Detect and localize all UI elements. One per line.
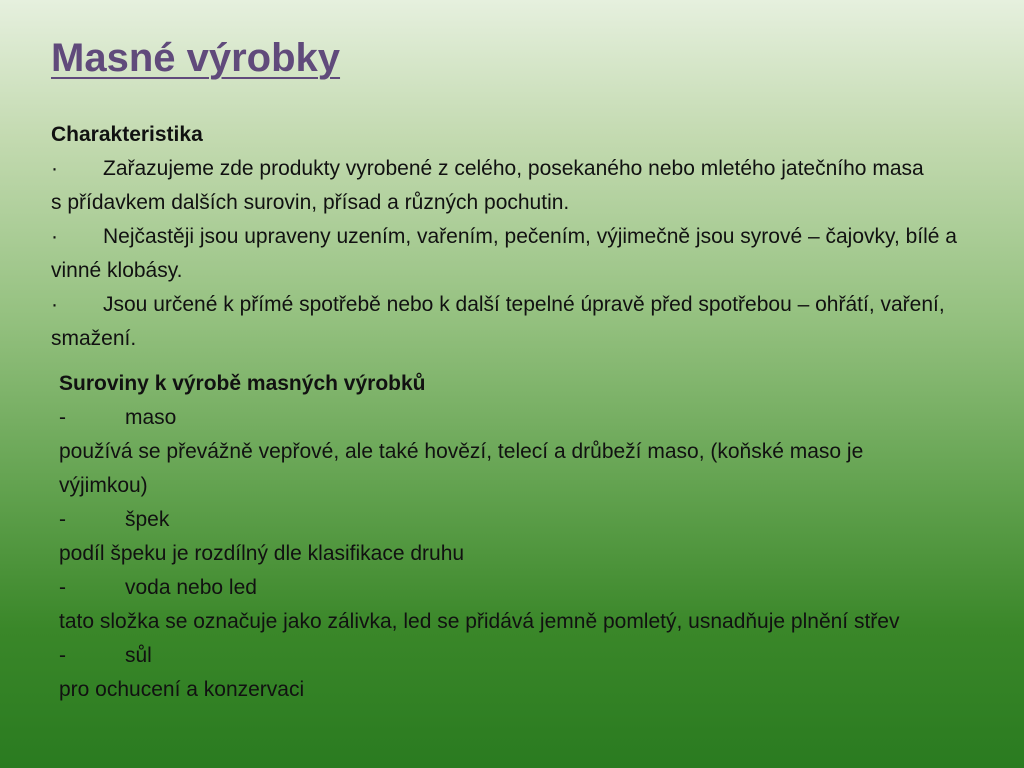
- dash-marker: -: [59, 508, 66, 531]
- ingredient-name-text: voda nebo led: [125, 576, 257, 599]
- bullet-marker: ·: [51, 225, 58, 248]
- ingredient-description: tato složka se označuje jako zálivka, led se přidává jemně pomletý, usnadňuje plnění střev: [59, 610, 900, 633]
- bullet-marker: ·: [51, 293, 58, 316]
- ingredient-name-text: maso: [125, 406, 177, 429]
- characteristics-heading: Charakteristika: [51, 123, 203, 146]
- bullet-marker: ·: [51, 157, 58, 180]
- ingredient-name: [59, 639, 959, 673]
- dash-marker: -: [59, 576, 66, 599]
- slide-title: Masné výrobky: [51, 36, 341, 80]
- ingredient-name-text: sůl: [125, 644, 152, 667]
- ingredient-name: [59, 503, 959, 537]
- ingredient-description: používá se převážně vepřové, ale také hovězí, telecí a drůbeží maso, (koňské maso je výjimkou): [59, 440, 864, 497]
- characteristics-section: [51, 118, 991, 356]
- ingredient-name-text: špek: [125, 508, 170, 531]
- characteristics-item: [51, 220, 986, 288]
- ingredients-heading: Suroviny k výrobě masných výrobků: [59, 372, 426, 395]
- characteristics-item-text: Jsou určené k přímé spotřebě nebo k další tepelné úpravě před spotřebou – ohřátí, vaření, smažení.: [51, 293, 945, 350]
- characteristics-item: [51, 288, 986, 356]
- characteristics-item: [51, 152, 931, 220]
- dash-marker: -: [59, 644, 66, 667]
- ingredient-name: [59, 571, 959, 605]
- characteristics-item-text: Nejčastěji jsou upraveny uzením, vařením, pečením, výjimečně jsou syrové – čajovky, bílé a vinné klobásy.: [51, 225, 957, 282]
- ingredient-description: pro ochucení a konzervaci: [59, 678, 305, 701]
- ingredient-description: podíl špeku je rozdílný dle klasifikace druhu: [59, 542, 465, 565]
- ingredients-section: [59, 367, 959, 707]
- ingredient-name: [59, 401, 959, 435]
- dash-marker: -: [59, 406, 66, 429]
- characteristics-item-text: Zařazujeme zde produkty vyrobené z celého, posekaného nebo mletého jatečního masa s přídavkem dalších surovin, přísad a různých pochutin.: [51, 157, 924, 214]
